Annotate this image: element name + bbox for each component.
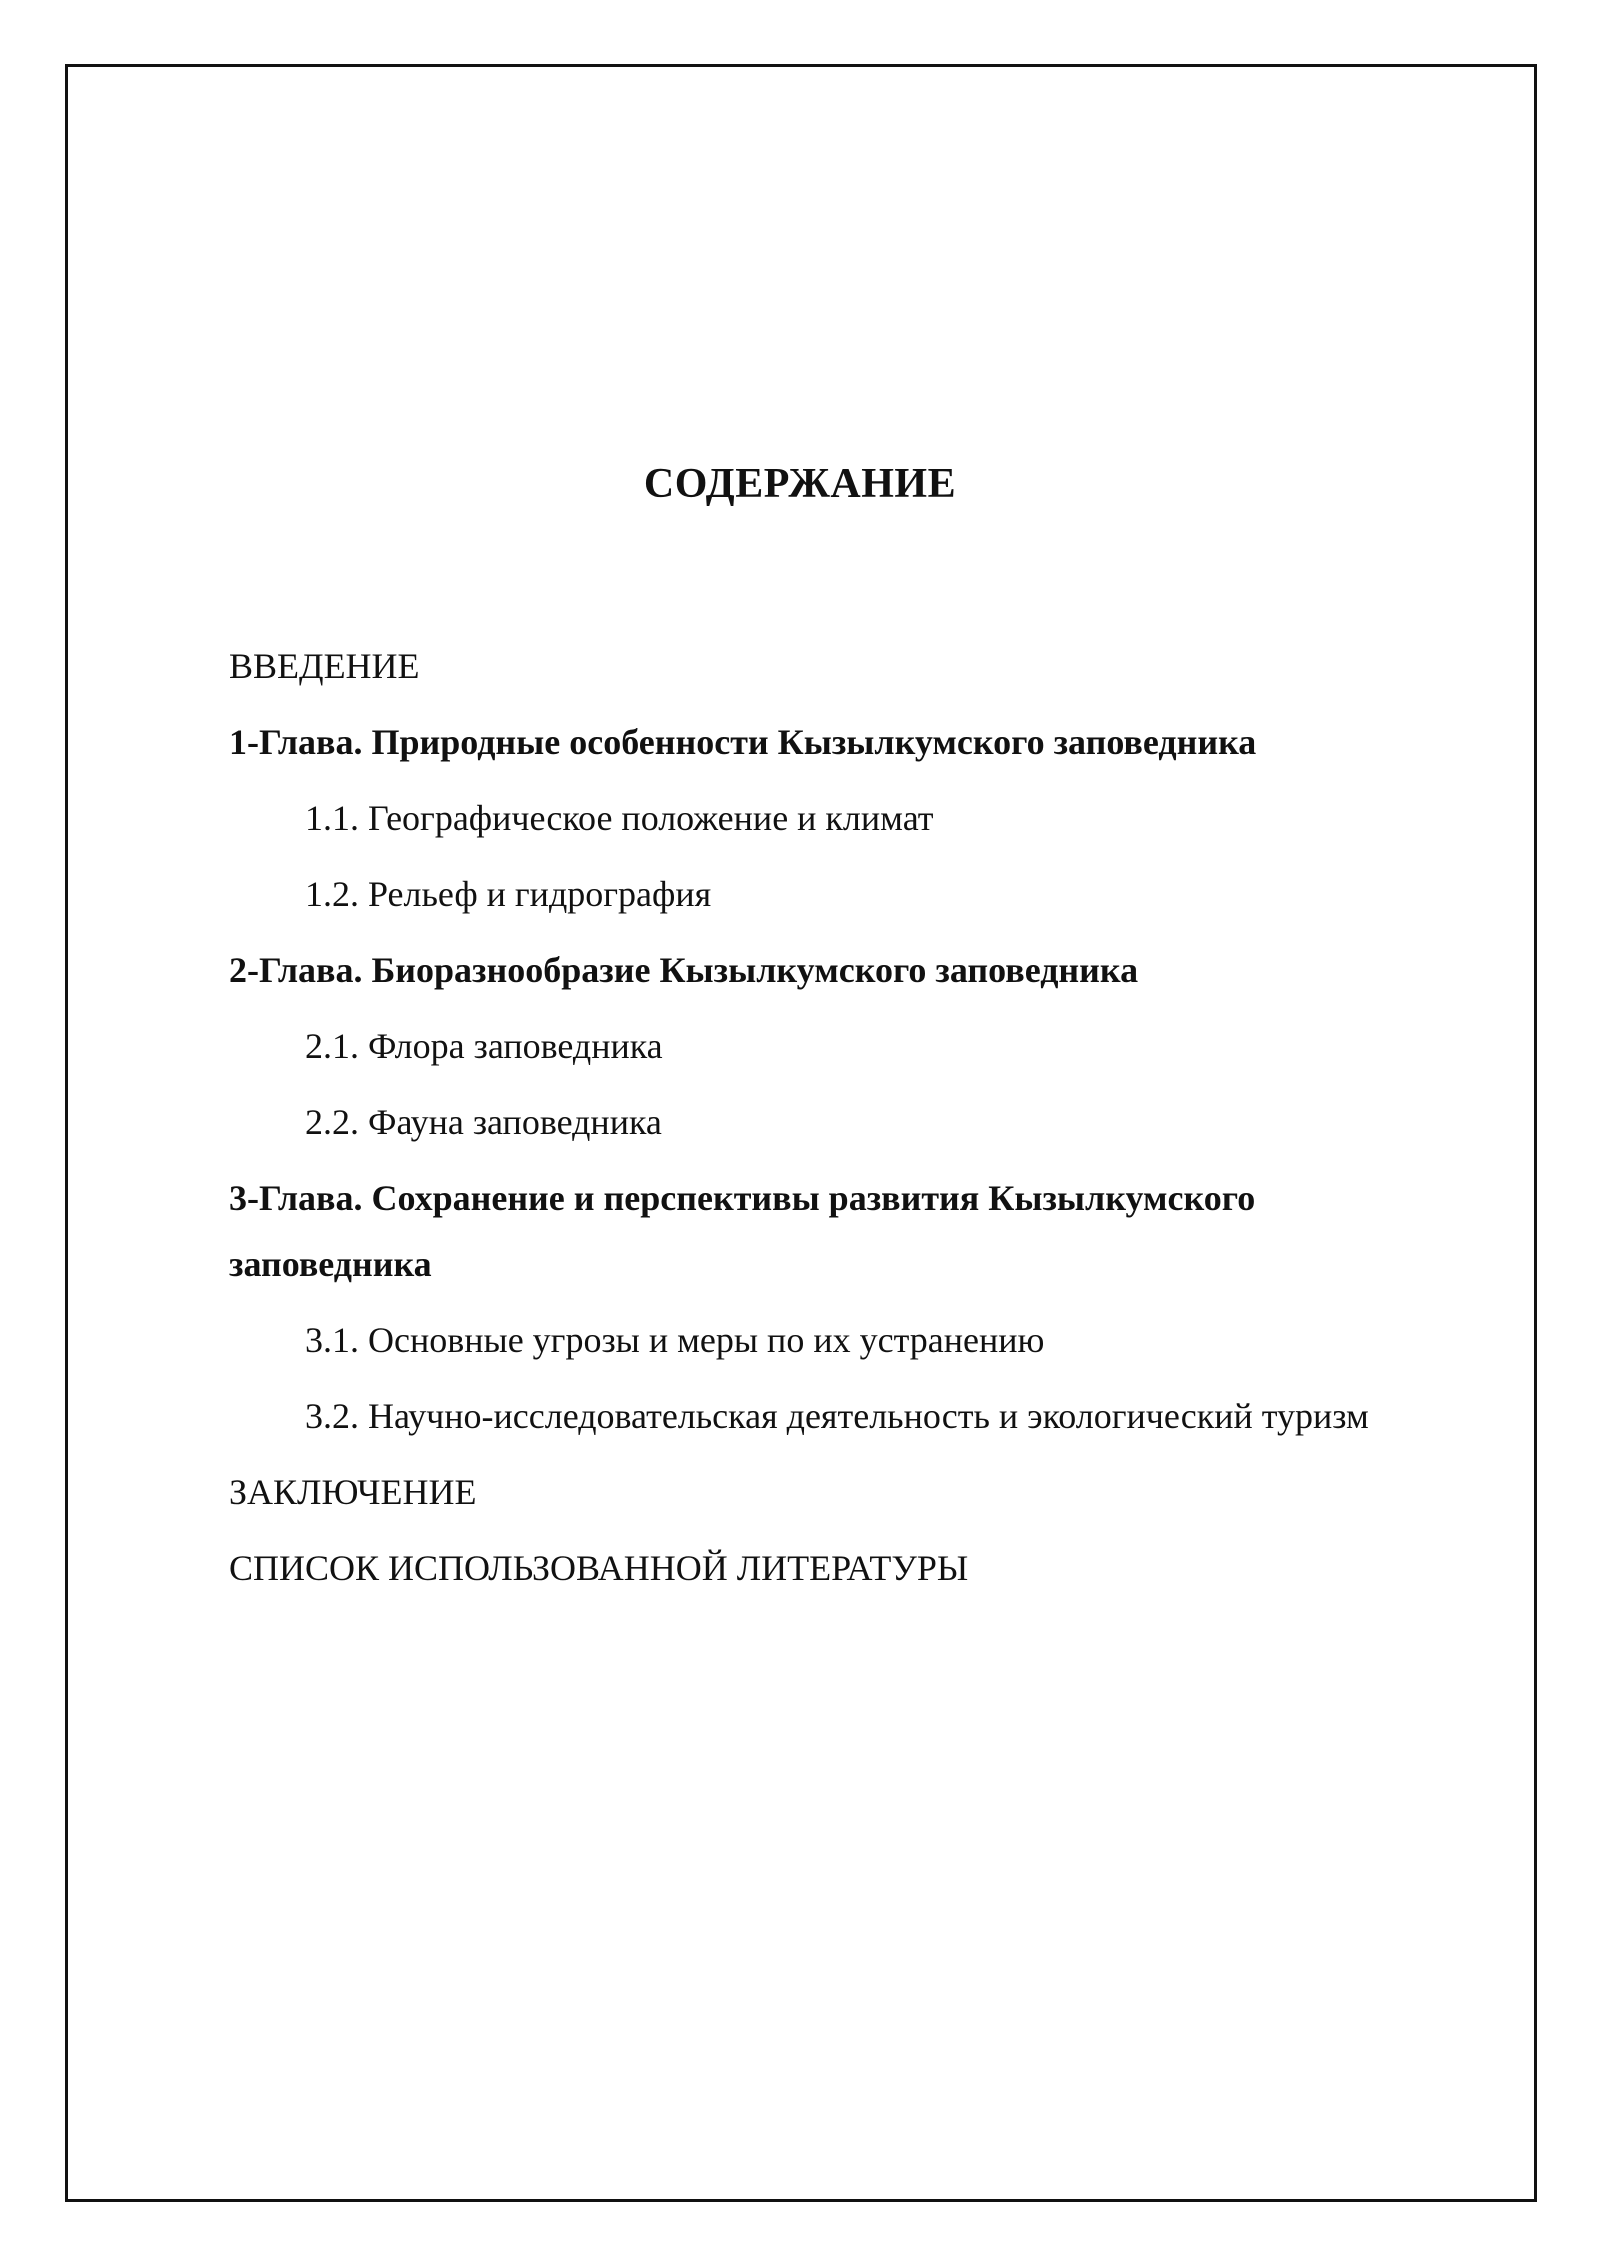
page-title: СОДЕРЖАНИЕ: [643, 461, 957, 507]
toc-chapter-2: 2-Глава. Биоразнообразие Кызылкумского заповедника: [229, 950, 1139, 990]
page-border: [65, 64, 1537, 2202]
toc-chapter-3-line-2: заповедника: [229, 1244, 432, 1284]
toc-section-1-1: 1.1. Географическое положение и климат: [305, 798, 934, 838]
toc-section-3-1: 3.1. Основные угрозы и меры по их устранению: [305, 1320, 1045, 1360]
toc-references: СПИСОК ИСПОЛЬЗОВАННОЙ ЛИТЕРАТУРЫ: [229, 1548, 969, 1588]
toc-section-1-2: 1.2. Рельеф и гидрография: [305, 874, 712, 914]
toc-conclusion: ЗАКЛЮЧЕНИЕ: [229, 1472, 477, 1512]
toc-chapter-3-line-1: 3-Глава. Сохранение и перспективы развития Кызылкумского: [229, 1178, 1256, 1218]
toc-chapter-1: 1-Глава. Природные особенности Кызылкумского заповедника: [229, 722, 1257, 762]
toc-section-3-2: 3.2. Научно-исследовательская деятельность и экологический туризм: [305, 1396, 1369, 1436]
toc-section-2-1: 2.1. Флора заповедника: [305, 1026, 663, 1066]
toc-section-2-2: 2.2. Фауна заповедника: [305, 1102, 662, 1142]
toc-introduction: ВВЕДЕНИЕ: [229, 646, 420, 686]
